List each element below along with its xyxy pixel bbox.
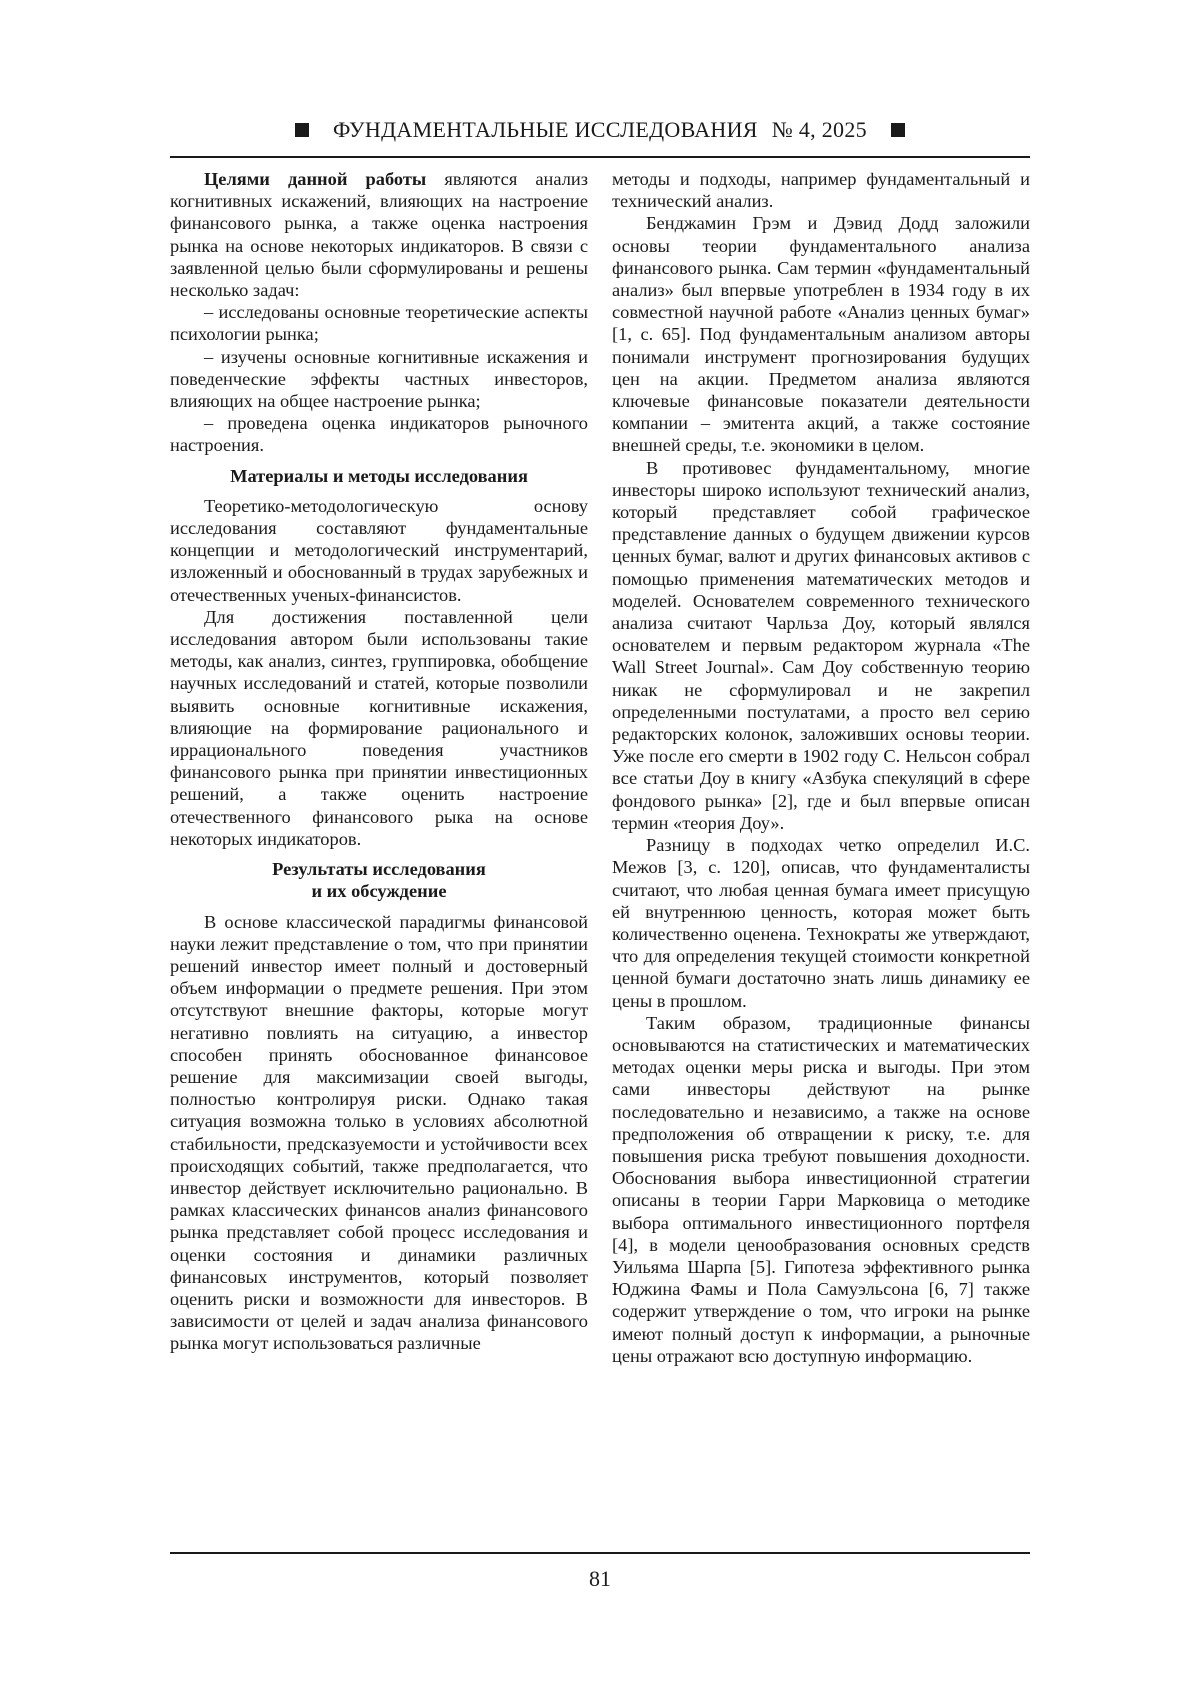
intro-rest: являются анализ когнитивных искажений, влияющих на настроение финансового рынка, а также оценка настроения рынка на основе некоторых индикаторов. В связи с заявленной целью были сформулированы и решены несколько задач: — [170, 169, 588, 301]
header-rule — [170, 156, 1030, 158]
running-header — [170, 110, 1030, 150]
square-bullet-icon — [295, 123, 309, 137]
body-paragraph: Таким образом, традиционные финансы основываются на статистических и математических методах оценки меры риска и выгоды. При этом сами инвесторы действуют на рынке последовательно и независимо, а также на основе предположения об отвращении к риску, т.е. для повышения риска требуют повышения доходности. Обоснования выбора инвестиционной стратегии описаны в теории Гарри Марковица о методике выбора оптимального инвестиционного портфеля [4], в модели ценообразования основных средств Уильяма Шарпа [5]. Гипотеза эффективного рынка Юджина Фамы и Пола Самуэльсона [6, 7] также содержит утверждение о том, что игроки на рынке имеют полный доступ к информации, а рыночные цены отражают всю доступную информацию. — [612, 1012, 1030, 1366]
section-heading-methods: Материалы и методы исследования — [230, 465, 528, 486]
body-paragraph: Теоретико-методологическую основу исследования составляют фундаментальные концепции и методологический инструментарий, изложенный и обоснованный в трудах зарубежных и отечественных ученых-финансистов. — [170, 495, 588, 605]
section-heading-line: Результаты исследования — [272, 859, 486, 880]
left-column — [170, 168, 588, 1355]
square-bullet-icon — [891, 123, 905, 137]
body-paragraph: Бенджамин Грэм и Дэвид Додд заложили основы теории фундаментального анализа финансового рынка. Сам термин «фундаментальный анализ» был впервые употреблен в 1934 году в их совместной научной работе «Анализ ценных бумаг» [1, с. 65]. Под фундаментальным анализом авторы понимали инструмент прогнозирования будущих цен на акции. Предметом анализа являются ключевые финансовые показатели деятельности компании – эмитента акций, а также состояние внешней среды, т.е. экономики в целом. — [612, 213, 1030, 456]
continued-paragraph: методы и подходы, например фундаментальный и технический анализ. — [612, 169, 1030, 212]
issue-number: № 4, 2025 — [771, 117, 867, 142]
body-paragraph: В противовес фундаментальному, многие инвесторы широко используют технический анализ, который представляет собой графическое представление данных о будущем движении курсов ценных бумаг, валют и других финансовых активов с помощью применения математических методов и моделей. Основателем современного технического анализа считают Чарльза Доу, который являлся основателем и первым редактором журнала «The Wall Street Journal». Сам Доу собственную теорию никак не сформулировал и не закрепил определенными постулатами, а просто вел серию редакторских колонок, заложивших основы теории. Уже после его смерти в 1902 году С. Нельсон собрал все статьи Доу в книгу «Азбука спекуляций в сфере фондового рынка» [2], где и был впервые описан термин «теория Доу». — [612, 457, 1030, 833]
body-paragraph: Для достижения поставленной цели исследования автором были использованы такие методы, как анализ, синтез, группировка, обобщение научных исследований и статей, которые позволили выявить основные когнитивные искажения, влияющие на формирование рационального и иррационального поведения участников финансового рынка при принятии инвестиционных решений, а также оценить настроение отечественного финансового рыка на основе некоторых индикаторов. — [170, 606, 588, 849]
section-heading-line: и их обсуждение — [311, 881, 447, 902]
section-heading-results — [170, 858, 588, 902]
task-item: – проведена оценка индикаторов рыночного настроения. — [170, 413, 588, 456]
body-paragraph: Разницу в подходах четко определил И.С. Межов [3, с. 120], описав, что фундаменталисты считают, что любая ценная бумага имеет присущую ей внутреннюю ценность, которая может быть количественно оценена. Технократы же утверждают, что для определения текущей стоимости конкретной ценной бумаги достаточно знать лишь динамику ее цены в прошлом. — [612, 835, 1030, 1011]
footer-rule — [170, 1552, 1030, 1554]
journal-title: ФУНДАМЕНТАЛЬНЫЕ ИССЛЕДОВАНИЯ — [333, 117, 758, 142]
body-paragraph: В основе классической парадигмы финансовой науки лежит представление о том, что при принятии решений инвестор имеет полный и достоверный объем информации о предмете решения. При этом отсутствуют внешние факторы, которые могут негативно повлиять на ситуацию, а инвестор способен принять обоснованное финансовое решение для максимизации своей выгоды, полностью контролируя риски. Однако такая ситуация возможна только в условиях абсолютной стабильности, предсказуемости и устойчивости всех происходящих событий, также предполагается, что инвестор действует исключительно рационально. В рамках классических финансов анализ финансового рынка представляет собой процесс исследования и оценки состояния и динамики различных финансовых инструментов, который позволяет оценить риски и возможности для инвесторов. В зависимости от целей и задач анализа финансового рынка могут использоваться различные — [170, 911, 588, 1354]
task-item: – исследованы основные теоретические аспекты психологии рынка; — [170, 302, 588, 345]
right-column — [612, 168, 1030, 1367]
intro-lead: Целями данной работы — [204, 169, 427, 189]
page-number: 81 — [589, 1566, 611, 1591]
intro-paragraph — [170, 168, 588, 301]
task-item: – изучены основные когнитивные искажения и поведенческие эффекты частных инвесторов, влияющих на общее настроение рынка; — [170, 346, 588, 412]
